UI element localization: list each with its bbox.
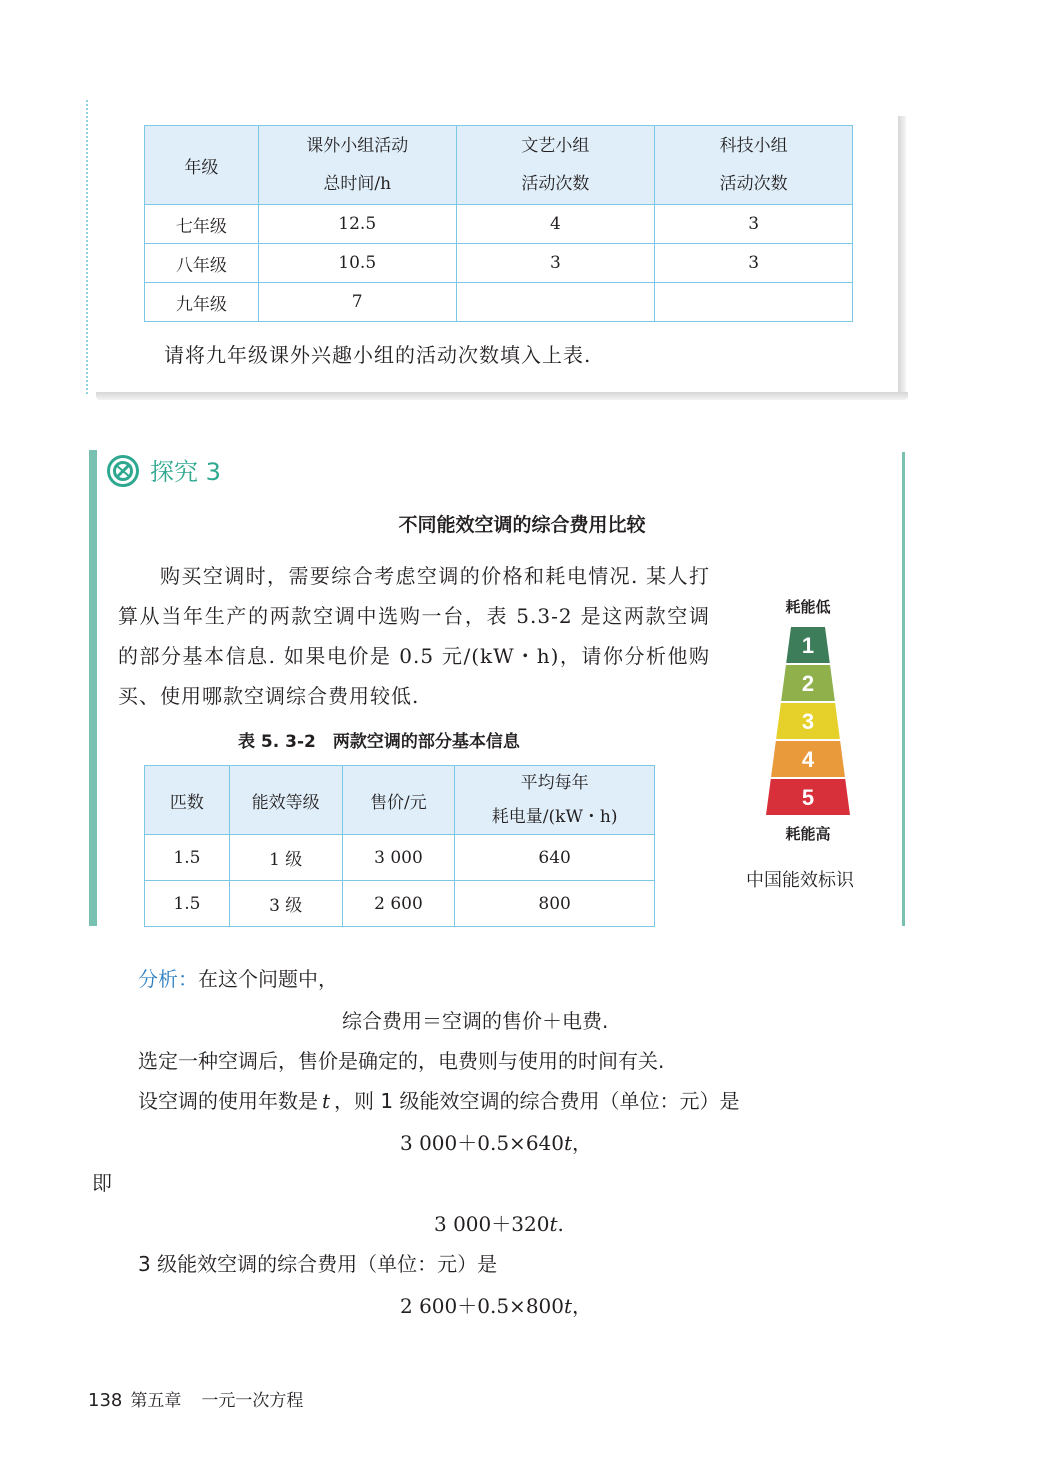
header-tech-count [655, 126, 853, 205]
header-total-time-line2: 总时间/h [323, 174, 392, 194]
cell-efficiency: 3 级 [229, 881, 342, 927]
cell-arts: 4 [456, 205, 655, 244]
cell-grade: 九年级 [145, 283, 259, 322]
header-power [455, 766, 655, 835]
analysis-label: 分析： [138, 967, 198, 991]
fill-instruction: 请将九年级课外兴趣小组的活动次数填入上表. [164, 343, 592, 367]
table-header-row [145, 126, 853, 205]
energy-level-label: 1 [801, 633, 815, 658]
energy-label-name: 中国能效标识 [746, 870, 854, 891]
explore-title: 探究 3 [150, 458, 221, 486]
cell-arts: 3 [456, 244, 655, 283]
header-tech-line2: 活动次数 [719, 174, 788, 194]
expression-3 [400, 1290, 592, 1319]
cost-formula: 综合费用＝空调的售价＋电费. [342, 1009, 609, 1033]
variable-t: t [549, 1212, 558, 1236]
header-power-line2: 耗电量/(kW・h) [491, 807, 618, 827]
cell-tech: 3 [655, 244, 853, 283]
header-hp: 匹数 [145, 766, 230, 835]
energy-label-top: 耗能低 [785, 598, 831, 616]
analysis-intro: 在这个问题中， [198, 967, 338, 991]
header-grade: 年级 [145, 126, 259, 205]
analysis-line4: 3 级能效空调的综合费用（单位：元）是 [138, 1252, 498, 1276]
expression-1-comma: ， [572, 1131, 593, 1155]
header-arts-count [456, 126, 655, 205]
section-title: 不同能效空调的综合费用比较 [398, 514, 646, 536]
analysis-line3-a: 设空调的使用年数是 [138, 1089, 318, 1113]
cell-time: 7 [258, 283, 456, 322]
cell-tech: 3 [655, 205, 853, 244]
header-power-line1: 平均每年 [520, 773, 589, 793]
energy-level-label: 2 [801, 671, 815, 696]
header-total-time-line1: 课外小组活动 [306, 136, 409, 156]
header-efficiency: 能效等级 [229, 766, 342, 835]
table-header-row [145, 766, 655, 835]
cell-tech-empty [655, 283, 853, 322]
variable-t: t [564, 1294, 573, 1318]
cell-grade: 七年级 [145, 205, 259, 244]
header-arts-line2: 活动次数 [521, 174, 590, 194]
expression-1-body: 3 000＋0.5×640 [400, 1131, 564, 1155]
chapter-title: 一元一次方程 [201, 1391, 304, 1411]
header-tech-line1: 科技小组 [719, 136, 788, 156]
cell-time: 10.5 [258, 244, 456, 283]
cell-grade: 八年级 [145, 244, 259, 283]
cell-hp: 1.5 [145, 835, 230, 881]
header-arts-line1: 文艺小组 [521, 136, 590, 156]
table-row [145, 283, 853, 322]
page-number: 138 [88, 1390, 123, 1411]
table-row [145, 244, 853, 283]
box-shadow-right [898, 116, 906, 398]
page-footer [88, 1386, 323, 1411]
activity-table [144, 125, 853, 322]
cell-time: 12.5 [258, 205, 456, 244]
expression-2-body: 3 000＋320 [434, 1212, 550, 1236]
expression-2 [434, 1208, 564, 1237]
energy-level-label: 3 [801, 709, 815, 734]
aircon-table [144, 765, 655, 927]
cell-power: 800 [455, 881, 655, 927]
variable-t: t [564, 1131, 573, 1155]
header-total-time [258, 126, 456, 205]
expression-3-comma: ， [572, 1294, 593, 1318]
explore-icon [106, 454, 140, 488]
energy-pyramid [760, 627, 856, 817]
problem-paragraph: 购买空调时，需要综合考虑空调的价格和耗电情况. 某人打算从当年生产的两款空调中选购一台，表 5.3-2 是这两款空调的部分基本信息. 如果电价是 0.5 元/(kW・h)，请你分析他购买、使用哪款空调综合费用较低. [118, 564, 710, 708]
expression-1 [400, 1127, 592, 1156]
analysis-line3-b: ，则 1 级能效空调的综合费用（单位：元）是 [334, 1089, 740, 1113]
energy-level-label: 5 [801, 785, 815, 810]
box-shadow-bottom [96, 392, 908, 400]
header-price: 售价/元 [342, 766, 455, 835]
table-row [145, 835, 655, 881]
cell-hp: 1.5 [145, 881, 230, 927]
analysis-line2: 选定一种空调后，售价是确定的，电费则与使用的时间有关. [138, 1049, 665, 1073]
ji-label: 即 [92, 1171, 112, 1195]
cell-arts-empty [456, 283, 655, 322]
expression-2-period: . [557, 1212, 564, 1236]
table-row [145, 205, 853, 244]
cell-price: 3 000 [342, 835, 455, 881]
analysis-intro-line [138, 963, 338, 992]
cell-price: 2 600 [342, 881, 455, 927]
table-caption: 表 5. 3-2 两款空调的部分基本信息 [238, 732, 520, 752]
table-row [145, 881, 655, 927]
energy-label-bottom: 耗能高 [785, 825, 831, 843]
chapter-label: 第五章 [130, 1391, 182, 1411]
variable-t: t [322, 1089, 331, 1113]
cell-efficiency: 1 级 [229, 835, 342, 881]
analysis-line3 [138, 1085, 740, 1114]
expression-3-body: 2 600＋0.5×800 [400, 1294, 564, 1318]
energy-label [760, 596, 856, 844]
cell-power: 640 [455, 835, 655, 881]
energy-level-label: 4 [801, 747, 815, 772]
